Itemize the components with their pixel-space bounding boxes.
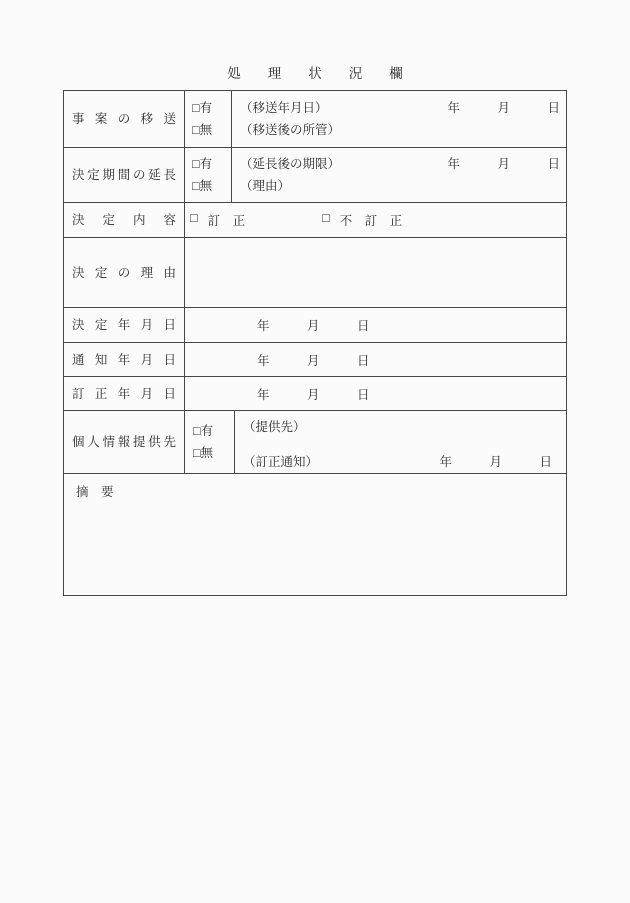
row-label-cell xyxy=(64,91,184,147)
checkbox-icon: □ xyxy=(193,424,201,438)
checkbox-label: 有 xyxy=(199,101,213,115)
date-placeholder: 年 月 日 xyxy=(447,101,560,115)
checkbox-icon: □ xyxy=(192,179,200,193)
field-caption-correction-notice: （訂正通知） xyxy=(243,455,319,469)
row-label-cell xyxy=(64,411,184,473)
provision-detail-cell xyxy=(234,411,566,473)
row-correction-date xyxy=(64,376,566,410)
processing-status-table xyxy=(63,90,567,596)
row-personal-info-provision xyxy=(64,410,566,473)
checkbox-icon: □ xyxy=(322,211,330,225)
date-placeholder: 年 月 日 xyxy=(439,455,552,469)
row-label-cell xyxy=(64,203,184,237)
option-label: 訂 正 xyxy=(207,214,246,228)
row-decision-content xyxy=(64,202,566,237)
row-label: 決定期間の延長 xyxy=(72,168,176,182)
row-label-cell xyxy=(64,238,184,307)
remarks-field xyxy=(64,474,566,595)
row-label: 事案の移送 xyxy=(72,112,176,126)
option-correction xyxy=(190,211,245,229)
option-no-correction xyxy=(322,211,402,229)
checkbox-icon: □ xyxy=(193,446,201,460)
row-label-cell xyxy=(64,377,184,410)
extension-deadline-line xyxy=(240,153,560,175)
row-label: 決定の理由 xyxy=(72,265,176,280)
row-label: 決定年月日 xyxy=(72,318,176,332)
field-caption-extension-reason: （理由） xyxy=(240,179,291,193)
provision-notice-line xyxy=(243,451,552,473)
checkbox-yes xyxy=(193,420,234,442)
field-caption-transfer-authority: （移送後の所管） xyxy=(240,123,341,137)
checkbox-label: 無 xyxy=(200,446,214,460)
page-title: 処理状況欄 xyxy=(227,66,430,81)
field-caption-provision-destination: （提供先） xyxy=(243,420,306,434)
decision-reason-blank-field xyxy=(184,238,566,307)
checkbox-no xyxy=(192,175,231,197)
checkbox-yes xyxy=(192,153,231,175)
date-placeholder: 年 月 日 xyxy=(184,343,566,376)
date-placeholder: 年 月 日 xyxy=(184,377,566,410)
row-case-transfer xyxy=(64,91,566,147)
checkbox-label: 有 xyxy=(199,157,213,171)
checkbox-label: 有 xyxy=(200,424,214,438)
transfer-presence-checkboxes xyxy=(184,91,231,147)
option-label: 不 訂 正 xyxy=(339,214,403,228)
row-notice-date xyxy=(64,342,566,376)
checkbox-label: 無 xyxy=(199,179,213,193)
extension-detail-cell xyxy=(231,148,566,202)
row-label-cell xyxy=(64,148,184,202)
row-label: 摘 要 xyxy=(76,485,114,499)
row-label: 通知年月日 xyxy=(72,352,176,367)
checkbox-icon: □ xyxy=(192,157,200,171)
row-label-cell xyxy=(64,343,184,376)
row-label: 決定内容 xyxy=(72,213,176,227)
row-decision-date xyxy=(64,307,566,342)
checkbox-icon: □ xyxy=(192,123,200,137)
row-label: 個人情報提供先 xyxy=(72,435,176,449)
field-caption-extension-deadline: （延長後の期限） xyxy=(240,157,341,171)
extension-presence-checkboxes xyxy=(184,148,231,202)
field-caption-transfer-date: （移送年月日） xyxy=(240,101,328,115)
row-label: 訂正年月日 xyxy=(72,386,176,401)
date-placeholder: 年 月 日 xyxy=(184,308,566,342)
row-decision-reason xyxy=(64,237,566,307)
checkbox-icon: □ xyxy=(192,101,200,115)
checkbox-label: 無 xyxy=(199,123,213,137)
provision-presence-checkboxes xyxy=(184,411,234,473)
date-placeholder: 年 月 日 xyxy=(447,157,560,171)
row-label-cell xyxy=(64,308,184,342)
checkbox-yes xyxy=(192,97,231,119)
row-period-extension xyxy=(64,147,566,202)
checkbox-no xyxy=(192,119,231,141)
checkbox-icon: □ xyxy=(190,211,198,225)
checkbox-no xyxy=(193,442,234,464)
transfer-date-line xyxy=(240,97,560,119)
row-remarks xyxy=(64,473,566,595)
decision-options xyxy=(184,203,566,237)
transfer-detail-cell xyxy=(231,91,566,147)
